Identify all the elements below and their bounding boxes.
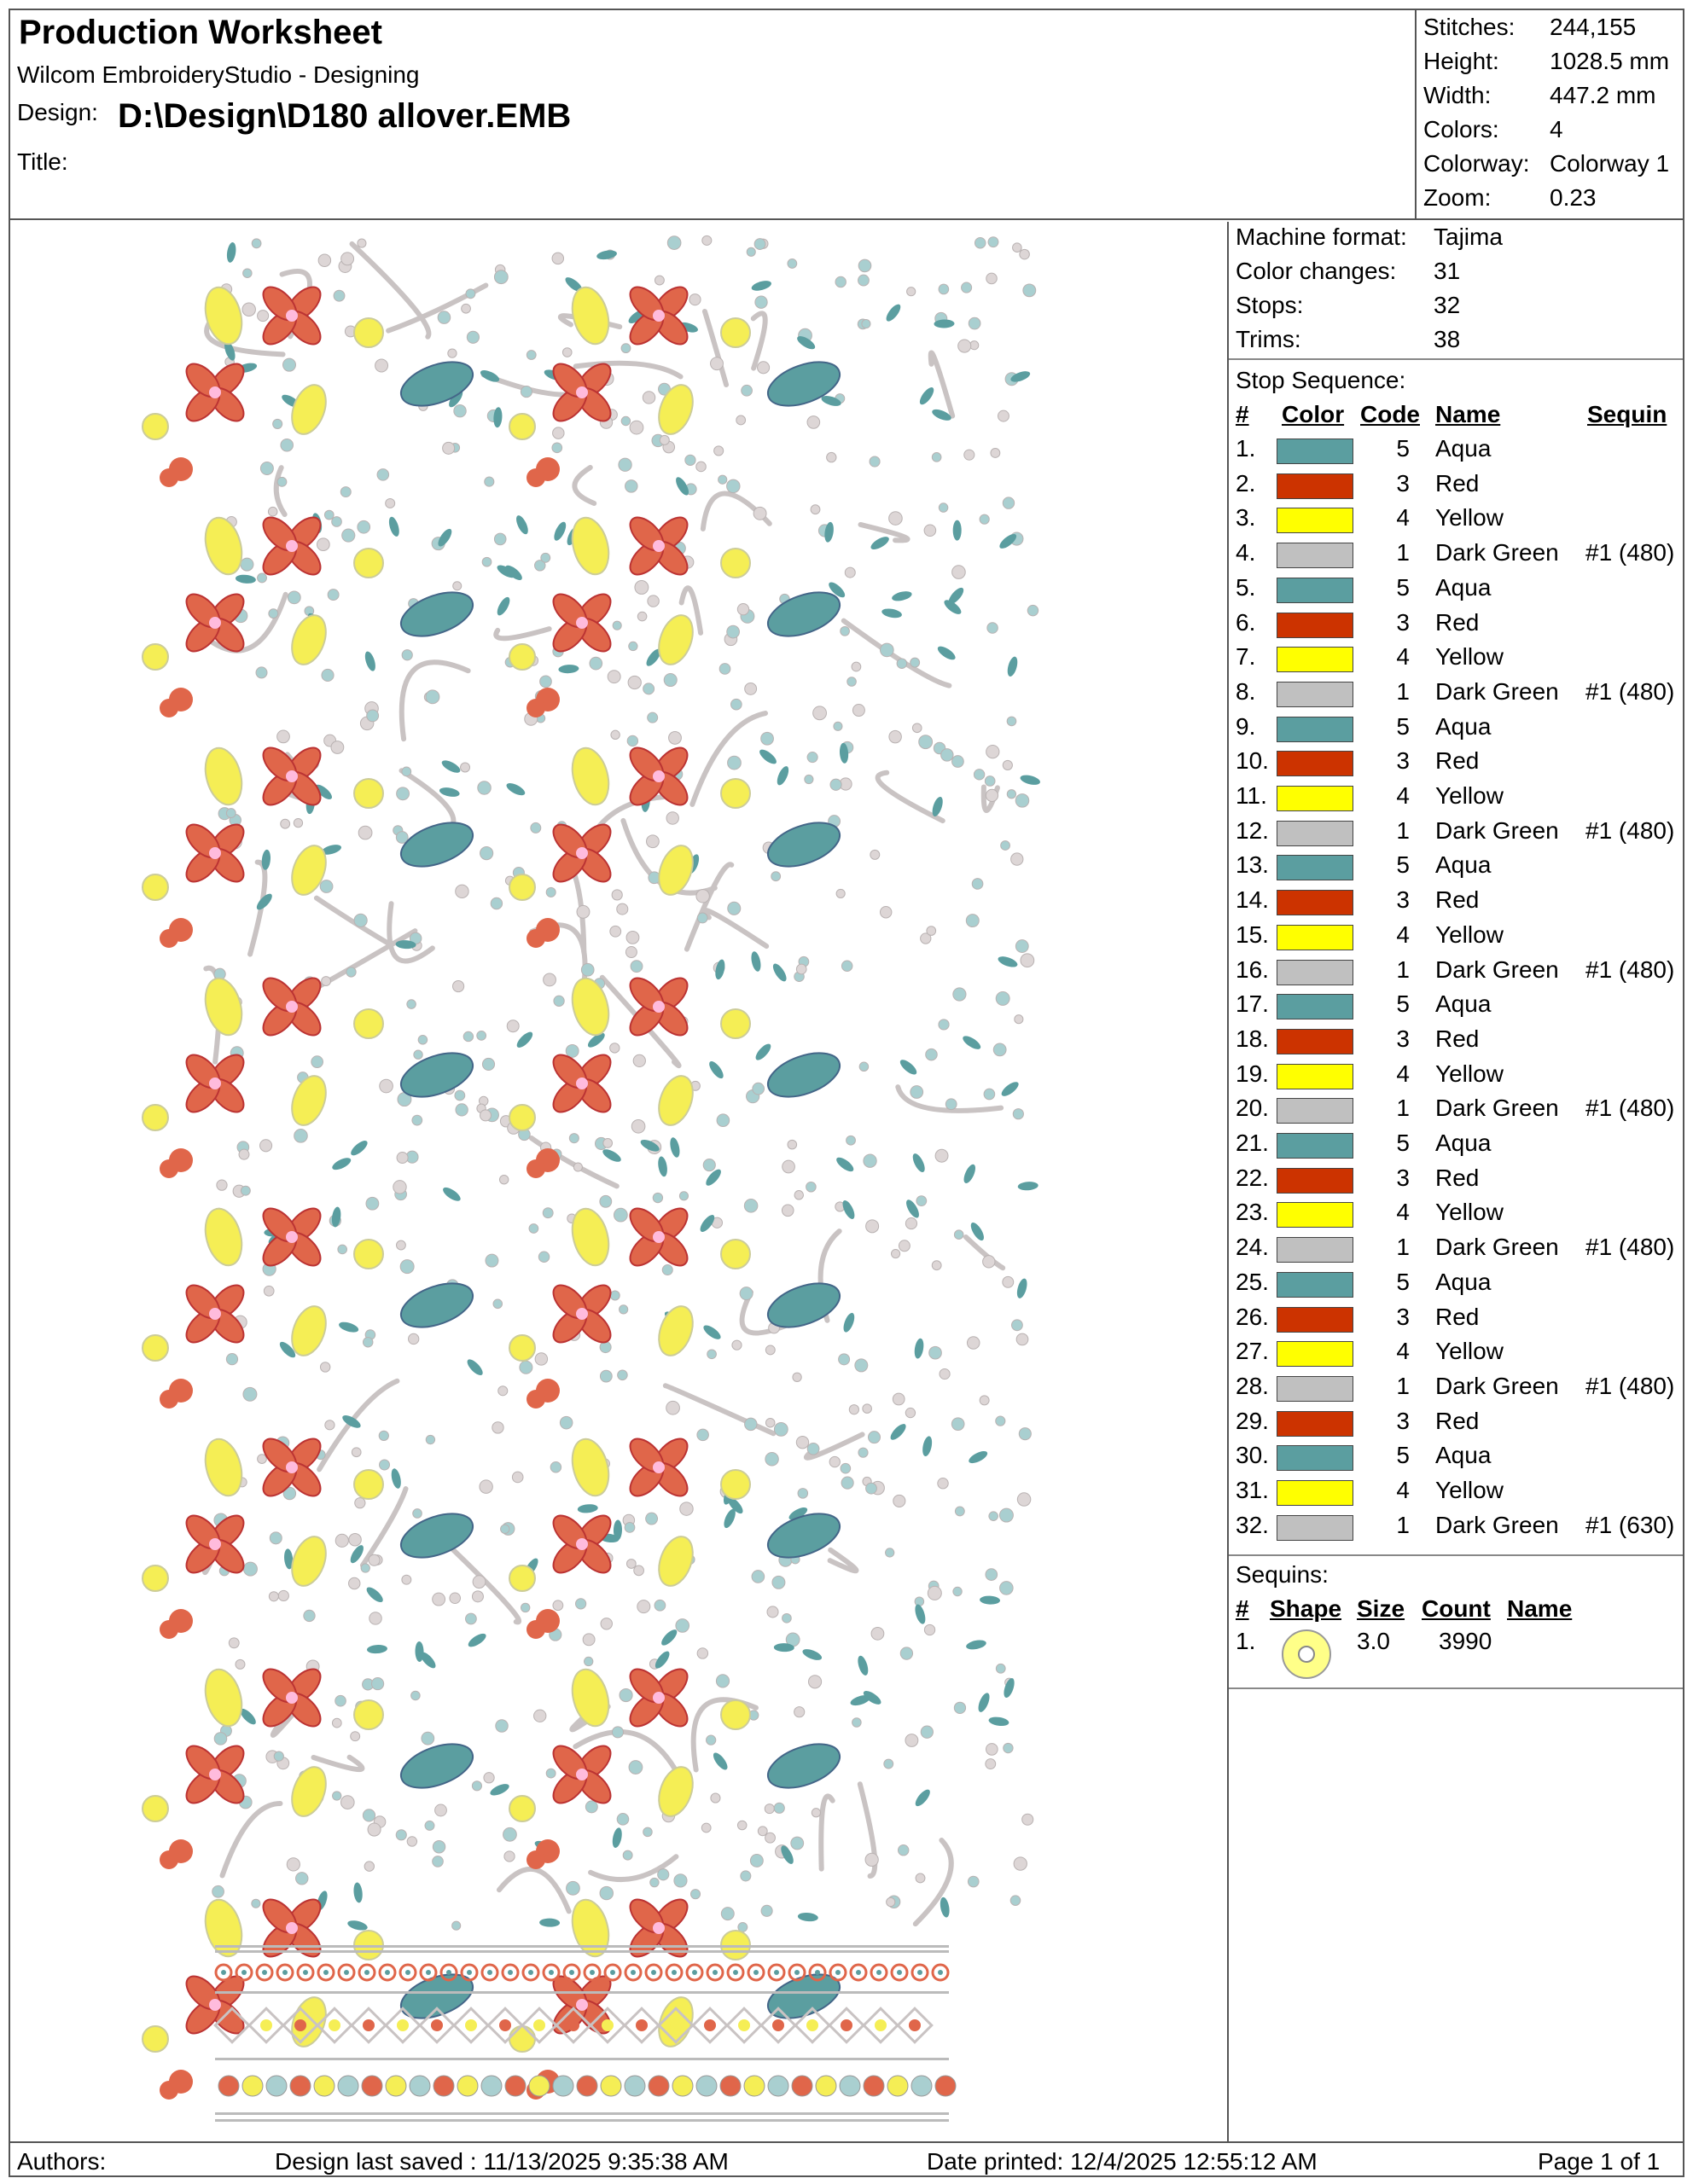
stop-num: 29. [1236, 1407, 1269, 1434]
sequin-row-num: 1. [1236, 1628, 1256, 1654]
color-swatch [1277, 751, 1353, 776]
stop-row [1229, 677, 1683, 712]
stop-sequin: #1 (480) [1585, 1372, 1675, 1399]
stop-code: 3 [1396, 1025, 1410, 1052]
stop-color-name: Red [1435, 608, 1480, 636]
stop-code: 5 [1396, 1442, 1410, 1469]
stat-value: 4 [1550, 116, 1563, 142]
stop-color-name: Yellow [1435, 1338, 1504, 1365]
stop-row [1229, 1128, 1683, 1163]
stop-row [1229, 920, 1683, 955]
stop-sequin: #1 (480) [1585, 956, 1675, 983]
stop-sequence-title: Stop Sequence: [1236, 367, 1406, 393]
stop-color-name: Dark Green [1435, 1234, 1559, 1261]
sequin-header-num: # [1236, 1595, 1249, 1622]
stop-row [1229, 746, 1683, 781]
stat-label: Width: [1423, 82, 1492, 108]
stop-num: 15. [1236, 921, 1269, 948]
stop-row [1229, 468, 1683, 503]
stop-sequin: #1 (480) [1585, 677, 1675, 705]
color-swatch [1277, 1445, 1353, 1471]
sequins-title: Sequins: [1236, 1561, 1329, 1588]
stop-num: 10. [1236, 747, 1269, 775]
stop-num: 24. [1236, 1234, 1269, 1261]
stop-sequin: #1 (480) [1585, 1234, 1675, 1261]
stop-row [1229, 781, 1683, 816]
design-last-saved: Design last saved : 11/13/2025 9:35:38 AM [275, 2148, 729, 2175]
stop-color-name: Yellow [1435, 504, 1504, 531]
stop-num: 2. [1236, 469, 1256, 497]
worksheet [9, 9, 1684, 2177]
stop-num: 9. [1236, 712, 1256, 740]
machine-label: Trims: [1236, 326, 1301, 352]
stop-row [1229, 1510, 1683, 1545]
color-swatch [1277, 1411, 1353, 1437]
stop-color-name: Dark Green [1435, 677, 1559, 705]
stop-color-name: Aqua [1435, 573, 1492, 601]
stop-sequin: #1 (630) [1585, 1511, 1675, 1538]
color-swatch [1277, 647, 1353, 672]
color-swatch [1277, 786, 1353, 811]
color-swatch [1277, 960, 1353, 985]
color-swatch [1277, 508, 1353, 533]
stop-sequin: #1 (480) [1585, 1095, 1675, 1122]
sequin-size: 3.0 [1357, 1628, 1390, 1654]
machine-value: 38 [1434, 326, 1461, 352]
stop-code: 3 [1396, 1164, 1410, 1191]
stop-num: 25. [1236, 1268, 1269, 1295]
stop-code: 5 [1396, 990, 1410, 1018]
stat-label: Colorway: [1423, 150, 1530, 177]
color-swatch [1277, 1029, 1353, 1054]
stop-code: 3 [1396, 1303, 1410, 1330]
stop-color-name: Yellow [1435, 1060, 1504, 1087]
stop-num: 12. [1236, 816, 1269, 844]
stop-color-name: Aqua [1435, 1268, 1492, 1295]
stat-row [1423, 82, 1679, 116]
stat-value: 1028.5 mm [1550, 48, 1670, 74]
sequin-header-name: Name [1507, 1595, 1573, 1622]
color-swatch [1277, 717, 1353, 742]
stop-num: 8. [1236, 677, 1256, 705]
stop-row [1229, 502, 1683, 537]
embroidery-design-preview [10, 222, 1227, 2141]
stop-code: 3 [1396, 886, 1410, 914]
sequin-header-shape: Shape [1270, 1595, 1342, 1622]
sequins-section [1229, 1554, 1683, 1689]
stop-code: 1 [1396, 539, 1410, 566]
stop-row [1229, 955, 1683, 990]
stop-num: 20. [1236, 1095, 1269, 1122]
stop-color-name: Yellow [1435, 1477, 1504, 1503]
stop-code: 3 [1396, 469, 1410, 497]
stop-num: 30. [1236, 1442, 1269, 1469]
color-swatch [1277, 613, 1353, 638]
stop-color-name: Yellow [1435, 1199, 1504, 1226]
color-swatch [1277, 1480, 1353, 1506]
stat-row [1423, 48, 1679, 82]
stop-color-name: Red [1435, 1025, 1480, 1052]
design-label: Design: [17, 99, 98, 125]
stop-num: 6. [1236, 608, 1256, 636]
stop-row [1229, 1197, 1683, 1232]
machine-row [1236, 258, 1679, 292]
stop-code: 4 [1396, 1060, 1410, 1087]
design-stats [1415, 10, 1683, 218]
color-swatch [1277, 1376, 1353, 1402]
stop-color-name: Aqua [1435, 851, 1492, 879]
stop-num: 18. [1236, 1025, 1269, 1052]
stop-code: 1 [1396, 1372, 1410, 1399]
stop-code: 1 [1396, 1095, 1410, 1122]
stop-row [1229, 712, 1683, 746]
col-header-num: # [1236, 401, 1249, 427]
machine-label: Stops: [1236, 292, 1304, 318]
authors-label: Authors: [17, 2148, 107, 2175]
color-swatch [1277, 821, 1353, 846]
color-swatch [1277, 855, 1353, 880]
stop-code: 4 [1396, 643, 1410, 671]
stop-color-name: Red [1435, 1164, 1480, 1191]
stop-sequin: #1 (480) [1585, 539, 1675, 566]
color-swatch [1277, 1133, 1353, 1159]
stop-row [1229, 537, 1683, 572]
stop-num: 7. [1236, 643, 1256, 671]
stop-code: 1 [1396, 677, 1410, 705]
stop-row [1229, 989, 1683, 1024]
worksheet-footer [10, 2141, 1683, 2177]
stop-color-name: Aqua [1435, 435, 1492, 462]
stop-code: 1 [1396, 1234, 1410, 1261]
stop-num: 14. [1236, 886, 1269, 914]
machine-row [1236, 224, 1679, 258]
stop-code: 5 [1396, 851, 1410, 879]
color-swatch [1277, 578, 1353, 603]
color-swatch [1277, 543, 1353, 568]
machine-info [1229, 222, 1683, 360]
machine-value: 32 [1434, 292, 1461, 318]
color-swatch [1277, 1202, 1353, 1228]
stop-row [1229, 1232, 1683, 1267]
stop-code: 5 [1396, 573, 1410, 601]
stop-num: 19. [1236, 1060, 1269, 1087]
stop-color-name: Red [1435, 886, 1480, 914]
stop-row [1229, 1163, 1683, 1198]
stop-code: 4 [1396, 1199, 1410, 1226]
worksheet-header [10, 10, 1683, 220]
color-swatch [1277, 1064, 1353, 1089]
stat-value: 0.23 [1550, 184, 1597, 211]
machine-label: Machine format: [1236, 224, 1407, 250]
stop-num: 23. [1236, 1199, 1269, 1226]
stop-code: 4 [1396, 1477, 1410, 1503]
stat-value: Colorway 1 [1550, 150, 1670, 177]
stat-value: 447.2 mm [1550, 82, 1656, 108]
color-swatch [1277, 890, 1353, 915]
stop-code: 5 [1396, 1268, 1410, 1295]
stat-row [1423, 150, 1679, 184]
stop-color-name: Dark Green [1435, 539, 1559, 566]
stat-label: Zoom: [1423, 184, 1492, 211]
stop-color-name: Yellow [1435, 643, 1504, 671]
stop-color-name: Red [1435, 1303, 1480, 1330]
stop-color-name: Yellow [1435, 921, 1504, 948]
col-header-code: Code [1360, 401, 1420, 427]
stop-code: 5 [1396, 435, 1410, 462]
stop-code: 3 [1396, 1407, 1410, 1434]
stat-row [1423, 184, 1679, 218]
col-header-color: Color [1282, 401, 1345, 427]
stop-row [1229, 607, 1683, 642]
stop-code: 4 [1396, 782, 1410, 809]
stop-num: 27. [1236, 1338, 1269, 1365]
stop-color-name: Dark Green [1435, 1095, 1559, 1122]
color-swatch [1277, 1515, 1353, 1541]
color-swatch [1277, 1168, 1353, 1194]
stop-num: 1. [1236, 435, 1256, 462]
stat-label: Height: [1423, 48, 1499, 74]
stop-color-name: Aqua [1435, 990, 1492, 1018]
stop-num: 17. [1236, 990, 1269, 1018]
col-header-name: Name [1435, 401, 1501, 427]
stop-code: 1 [1396, 816, 1410, 844]
color-swatch [1277, 1307, 1353, 1333]
stop-color-name: Aqua [1435, 1130, 1492, 1156]
stop-code: 4 [1396, 921, 1410, 948]
stop-row [1229, 1440, 1683, 1475]
color-swatch [1277, 925, 1353, 950]
stop-num: 28. [1236, 1372, 1269, 1399]
col-header-sequin: Sequin [1587, 401, 1667, 427]
color-swatch [1277, 1098, 1353, 1124]
color-swatch [1277, 1272, 1353, 1298]
software-name: Wilcom EmbroideryStudio - Designing [17, 61, 420, 88]
stop-color-name: Red [1435, 1407, 1480, 1434]
stop-num: 32. [1236, 1511, 1269, 1538]
stop-num: 3. [1236, 504, 1256, 531]
page-title: Production Worksheet [19, 14, 382, 51]
color-swatch [1277, 473, 1353, 499]
stop-row [1229, 1475, 1683, 1510]
color-swatch [1277, 994, 1353, 1019]
color-swatch [1277, 1341, 1353, 1367]
stop-color-name: Dark Green [1435, 956, 1559, 983]
stop-color-name: Dark Green [1435, 816, 1559, 844]
stop-num: 11. [1236, 782, 1267, 809]
stat-row [1423, 116, 1679, 150]
stop-num: 22. [1236, 1164, 1269, 1191]
stop-row [1229, 572, 1683, 607]
machine-row [1236, 326, 1679, 360]
stop-color-name: Aqua [1435, 1442, 1492, 1469]
stat-value: 244,155 [1550, 14, 1637, 40]
color-swatch [1277, 439, 1353, 464]
stat-row [1423, 14, 1679, 48]
machine-value: Tajima [1434, 224, 1503, 250]
stop-color-name: Red [1435, 469, 1480, 497]
stop-row [1229, 433, 1683, 468]
info-panel [1227, 222, 1683, 2141]
stop-num: 13. [1236, 851, 1269, 879]
stop-row [1229, 642, 1683, 677]
stop-row [1229, 1406, 1683, 1441]
stop-color-name: Red [1435, 747, 1480, 775]
date-printed: Date printed: 12/4/2025 12:55:12 AM [927, 2148, 1318, 2175]
stop-num: 31. [1236, 1477, 1269, 1503]
stop-row [1229, 1059, 1683, 1094]
stat-label: Colors: [1423, 116, 1499, 142]
stop-num: 5. [1236, 573, 1256, 601]
stop-code: 3 [1396, 747, 1410, 775]
sequin-header-count: Count [1422, 1595, 1491, 1622]
stop-num: 26. [1236, 1303, 1269, 1330]
title-label: Title: [17, 148, 68, 175]
stop-num: 4. [1236, 539, 1256, 566]
stop-code: 1 [1396, 956, 1410, 983]
stop-row [1229, 1302, 1683, 1337]
stop-color-name: Dark Green [1435, 1511, 1559, 1538]
color-swatch [1277, 682, 1353, 707]
stop-code: 5 [1396, 1130, 1410, 1156]
machine-label: Color changes: [1236, 258, 1397, 284]
stop-num: 21. [1236, 1130, 1269, 1156]
machine-value: 31 [1434, 258, 1461, 284]
stop-code: 4 [1396, 1338, 1410, 1365]
stop-color-name: Aqua [1435, 712, 1492, 740]
page-number: Page 1 of 1 [1538, 2148, 1661, 2175]
stop-row [1229, 1267, 1683, 1302]
stop-row [1229, 1093, 1683, 1128]
stop-sequin: #1 (480) [1585, 816, 1675, 844]
stop-code: 5 [1396, 712, 1410, 740]
design-file-path: D:\Design\D180 allover.EMB [118, 97, 572, 135]
stop-row [1229, 850, 1683, 885]
stop-row [1229, 885, 1683, 920]
stop-row [1229, 1336, 1683, 1371]
machine-row [1236, 292, 1679, 326]
design-preview [10, 222, 1227, 2141]
stop-code: 4 [1396, 504, 1410, 531]
stop-code: 1 [1396, 1511, 1410, 1538]
sequin-header-size: Size [1357, 1595, 1405, 1622]
stop-row [1229, 1024, 1683, 1059]
sequin-circle-icon [1280, 1628, 1333, 1685]
stat-label: Stitches: [1423, 14, 1516, 40]
stop-num: 16. [1236, 956, 1269, 983]
stop-code: 3 [1396, 608, 1410, 636]
stop-row [1229, 816, 1683, 851]
sequin-count: 3990 [1439, 1628, 1492, 1654]
stop-row [1229, 1371, 1683, 1406]
stop-color-name: Yellow [1435, 782, 1504, 809]
stop-color-name: Dark Green [1435, 1372, 1559, 1399]
color-swatch [1277, 1237, 1353, 1263]
